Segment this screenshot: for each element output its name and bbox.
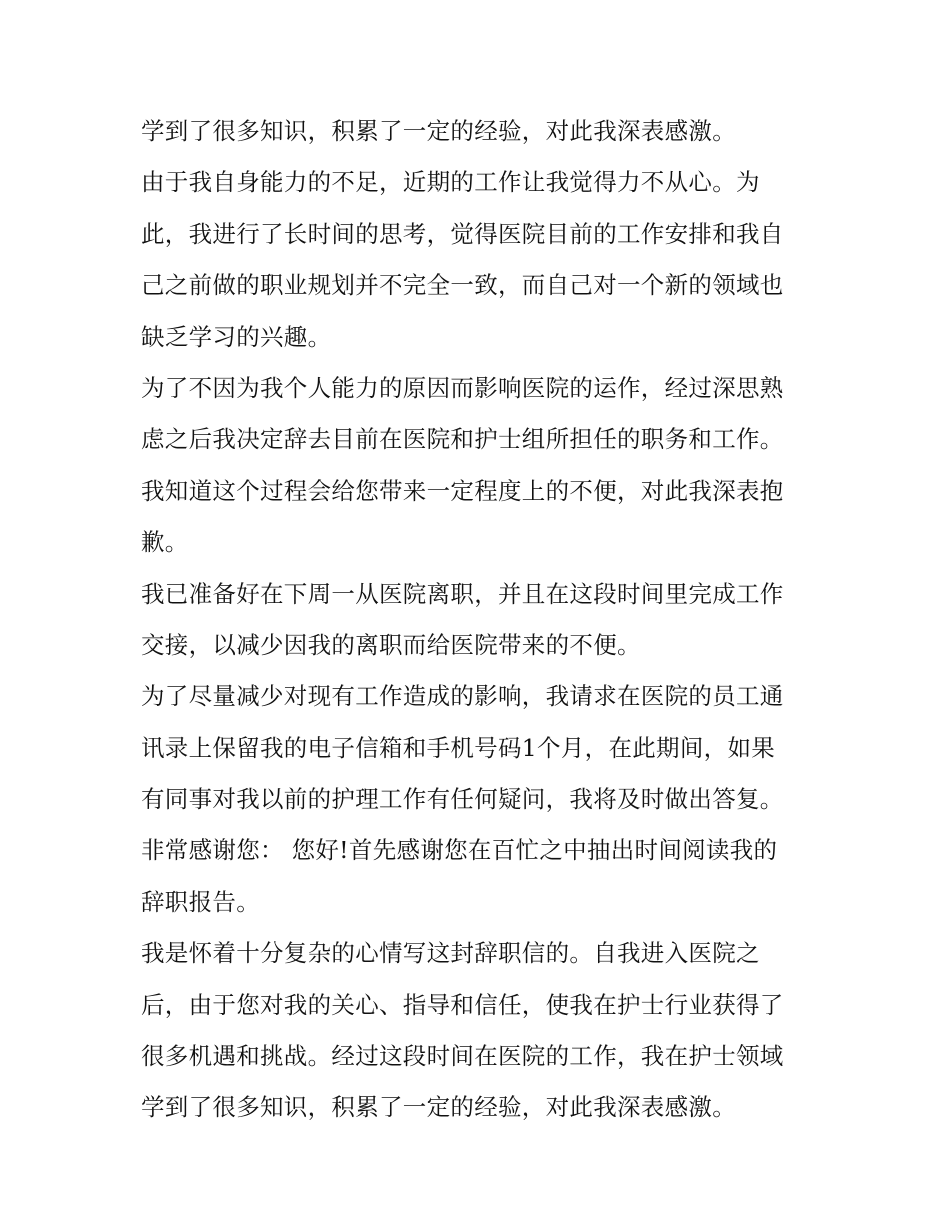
text-line: 我已准备好在下周一从医院离职，并且在这段时间里完成工作: [141, 579, 784, 608]
text-line: 为了不因为我个人能力的原因而影响医院的运作，经过深思熟: [141, 373, 784, 402]
text-line: 由于我自身能力的不足，近期的工作让我觉得力不从心。为: [141, 168, 760, 197]
letter-body: [141, 106, 821, 1134]
text-line: 学到了很多知识，积累了一定的经验，对此我深表感激。: [141, 1093, 736, 1122]
text-line: 有同事对我以前的护理工作有任何疑问，我将及时做出答复。: [141, 785, 784, 814]
text-line: 很多机遇和挑战。经过这段时间在医院的工作，我在护士领域: [141, 1042, 784, 1071]
text-line: 缺乏学习的兴趣。: [141, 322, 332, 351]
text-line: 后，由于您对我的关心、指导和信任，使我在护士行业获得了: [141, 990, 784, 1019]
text-line: 虑之后我决定辞去目前在医院和护士组所担任的职务和工作。: [141, 425, 784, 454]
text-line: 讯录上保留我的电子信箱和手机号码1个月，在此期间，如果: [141, 733, 776, 762]
text-line: 歉。: [141, 528, 189, 557]
text-line: 辞职报告。: [141, 887, 260, 916]
text-line: 非常感谢您： 您好!首先感谢您在百忙之中抽出时间阅读我的: [141, 836, 778, 865]
text-line: 我是怀着十分复杂的心情写这封辞职信的。自我进入医院之: [141, 939, 760, 968]
text-line: 为了尽量减少对现有工作造成的影响，我请求在医院的员工通: [141, 682, 784, 711]
text-line: 我知道这个过程会给您带来一定程度上的不便，对此我深表抱: [141, 476, 784, 505]
text-line: 交接，以减少因我的离职而给医院带来的不便。: [141, 630, 641, 659]
text-line: 此，我进行了长时间的思考，觉得医院目前的工作安排和我自: [141, 219, 784, 248]
text-line: 学到了很多知识，积累了一定的经验，对此我深表感激。: [141, 117, 736, 145]
text-line: 己之前做的职业规划并不完全一致，而自己对一个新的领域也: [141, 271, 784, 300]
